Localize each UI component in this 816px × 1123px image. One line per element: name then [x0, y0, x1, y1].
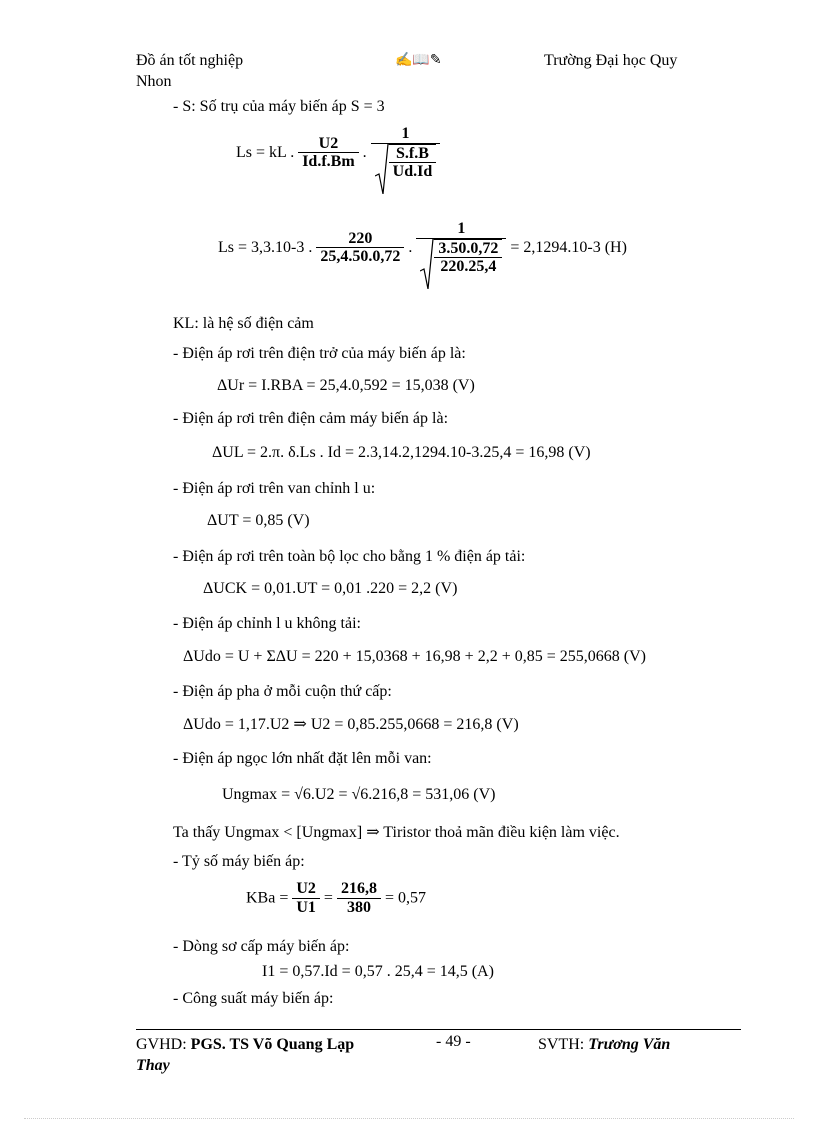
- ul-label: - Điện áp rơi trên điện cảm máy biến áp là:: [173, 410, 449, 427]
- tyso-label: - Tỷ số máy biến áp:: [173, 853, 305, 870]
- page-bottom-dots: [24, 1118, 794, 1119]
- ls-numeric-frac2: [416, 220, 506, 276]
- ls-numeric-sqrt: [420, 239, 502, 276]
- ls-numeric-d1: 25,4.50.0,72: [320, 248, 401, 266]
- page-number: - 49 -: [436, 1033, 471, 1050]
- kba-n1: U2: [292, 880, 320, 899]
- svth-wrap: Thay: [136, 1057, 170, 1074]
- dong-equation: I1 = 0,57.Id = 0,57 . 25,4 = 14,5 (A): [262, 963, 494, 980]
- ut-label: - Điện áp rơi trên van chỉnh l u:: [173, 480, 376, 497]
- header-left-wrap: Nhon: [136, 73, 172, 90]
- ngmax-label: - Điện áp ngọc lớn nhất đặt lên mỗi van:: [173, 750, 432, 767]
- ur-equation: ΔUr = I.RBA = 25,4.0,592 = 15,038 (V): [217, 377, 475, 394]
- gvhd-name: PGS. TS Võ Quang Lạp: [190, 1036, 355, 1053]
- ls-general-frac1: [298, 135, 358, 171]
- header-ornament: ✍📖✎: [395, 53, 442, 68]
- gvhd-label: GVHD:: [136, 1036, 191, 1053]
- ls-numeric-lhs: Ls = 3,3.10-3 .: [218, 239, 313, 257]
- udo-label: - Điện áp chỉnh l u không tải:: [173, 615, 361, 632]
- ls-numeric-formula: Ls = 3,3.10-3 . $\frac{220}{25,4.50.0,72}$ . $\frac{1}{\frac{3.50.0,72}{220.25,4}}$ = 2,1294.10-3 (H): [218, 220, 627, 276]
- ls-general-frac2: [371, 125, 441, 181]
- ls-general-n1: U2: [298, 135, 358, 154]
- kba-frac2: [337, 880, 381, 916]
- dong-label: - Dòng sơ cấp máy biến áp:: [173, 938, 350, 955]
- kba-d2: 380: [346, 898, 371, 916]
- pha-label: - Điện áp pha ở mỗi cuộn thứ cấp:: [173, 683, 392, 700]
- ls-numeric-rad-den: 220.25,4: [440, 258, 497, 276]
- cong-label: - Công suất máy biến áp:: [173, 990, 334, 1007]
- header-left: Đồ án tốt nghiệp: [136, 52, 244, 69]
- ls-general-sqrt: [375, 144, 437, 181]
- tathay-line: Ta thấy Ungmax < [Ungmax] ⇒ Tiristor thoả mãn điều kiện làm việc.: [173, 824, 620, 841]
- footer-rule: [136, 1029, 741, 1030]
- pha-equation: ΔUdo = 1,17.U2 ⇒ U2 = 0,85.255,0668 = 216,8 (V): [183, 716, 519, 733]
- uck-equation: ΔUCK = 0,01.UT = 0,01 .220 = 2,2 (V): [203, 580, 458, 597]
- kba-d1: U1: [296, 898, 316, 916]
- header-right: Trường Đại học Quy: [544, 52, 678, 69]
- ls-general-d1: Id.f.Bm: [302, 153, 355, 171]
- footer-gvhd: [136, 1036, 354, 1054]
- svth-name: Trương Văn: [588, 1036, 671, 1053]
- udo-equation: ΔUdo = U + ΣΔU = 220 + 15,0368 + 16,98 + 2,2 + 0,85 = 255,0668 (V): [183, 648, 646, 665]
- kba-formula: KBa = $\frac{U2}{U1}$ = $\frac{216,8}{380}$ = 0,57: [246, 880, 426, 916]
- ngmax-equation: Ungmax = √6.U2 = √6.216,8 = 531,06 (V): [222, 786, 496, 803]
- kba-result: = 0,57: [384, 889, 426, 907]
- kba-lhs: KBa =: [246, 889, 289, 907]
- ur-label: - Điện áp rơi trên điện trở của máy biến áp là:: [173, 345, 466, 362]
- ls-general-n2: 1: [371, 125, 441, 144]
- ls-general-rad-num: S.f.B: [389, 145, 437, 164]
- ul-equation: ΔUL = 2.π. δ.Ls . Id = 2.3,14.2,1294.10-3.25,4 = 16,98 (V): [212, 444, 591, 461]
- svth-label: SVTH:: [538, 1036, 589, 1053]
- ls-numeric-n2: 1: [416, 220, 506, 239]
- ls-general-formula: Ls = kL . $\frac{U2}{Id.f.Bm}$ . $\frac{1}{\frac{S.f.B}{Ud.Id}}$: [236, 125, 440, 181]
- ls-general-lhs: Ls = kL .: [236, 144, 295, 162]
- kl-line: KL: là hệ số điện cảm: [173, 315, 314, 332]
- ls-numeric-rad-num: 3.50.0,72: [434, 240, 502, 259]
- ls-numeric-n1: 220: [316, 230, 404, 249]
- ut-equation: ΔUT = 0,85 (V): [207, 512, 310, 529]
- uck-label: - Điện áp rơi trên toàn bộ lọc cho bằng 1 % điện áp tải:: [173, 548, 526, 565]
- kba-n2: 216,8: [337, 880, 381, 899]
- kba-frac1: [292, 880, 320, 916]
- footer-svth: [538, 1036, 670, 1054]
- ls-numeric-rhs: = 2,1294.10-3 (H): [510, 239, 627, 257]
- ls-general-rad-den: Ud.Id: [392, 163, 433, 181]
- ls-numeric-frac1: [316, 230, 404, 266]
- s-line: - S: Số trụ của máy biến áp S = 3: [173, 98, 385, 115]
